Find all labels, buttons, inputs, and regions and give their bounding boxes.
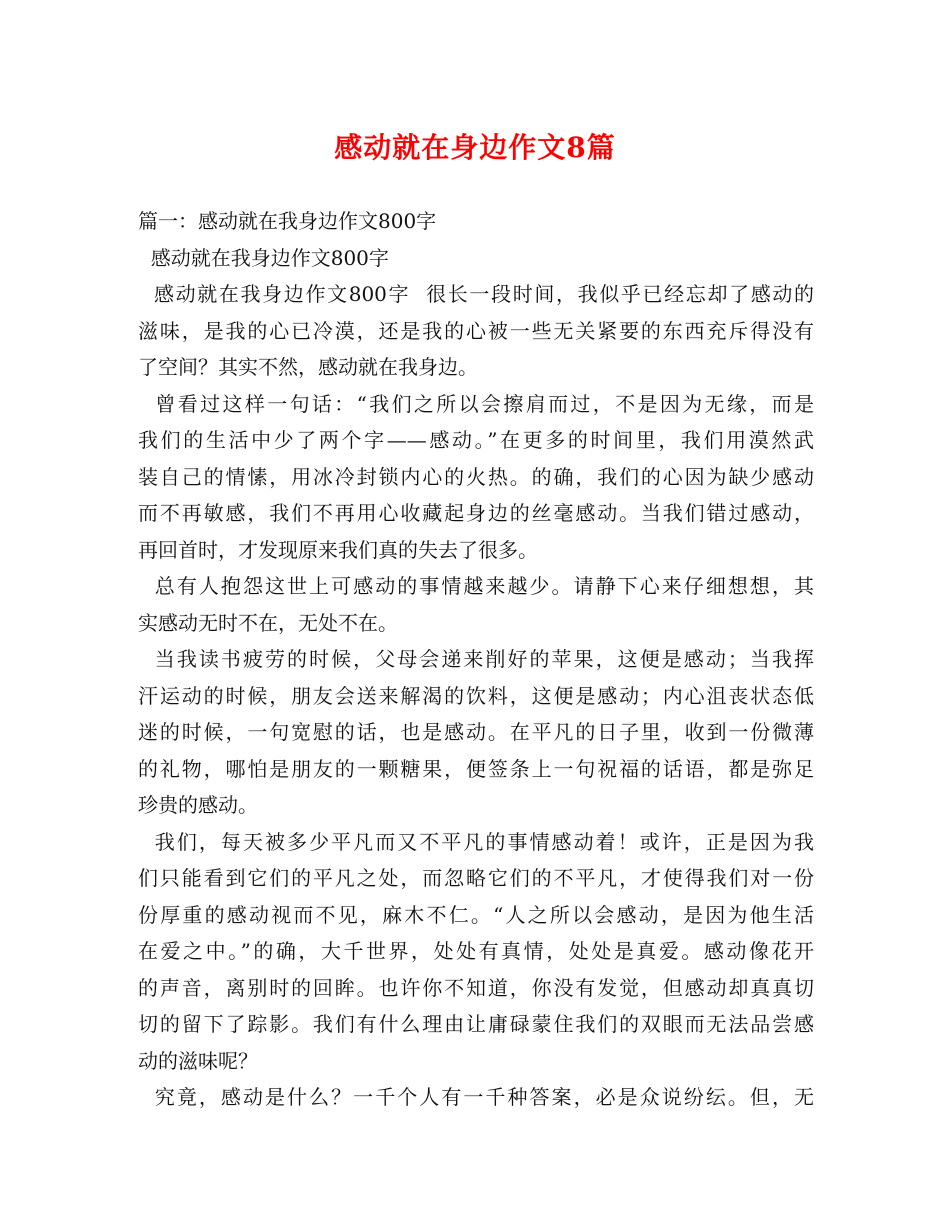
body-text-line: 切的留下了踪影。我们有什么理由让庸碌蒙住我们的双眼而无法品尝感 [138,1012,814,1036]
body-text-line: 究竟，感动是什么？一千个人有一千种答案，必是众说纷纭。但，无 [138,1085,814,1109]
body-text-line: 感动就在我身边作文800字 很长一段时间，我似乎已经忘却了感动的 [138,282,814,306]
body-text-line: 总有人抱怨这世上可感动的事情越来越少。请静下心来仔细想想，其 [138,574,814,598]
body-text-line: 们只能看到它们的平凡之处，而忽略它们的不平凡，才使得我们对一份 [138,866,814,890]
body-text-line: 当我读书疲劳的时候，父母会递来削好的苹果，这便是感动；当我挥 [138,647,814,671]
body-text-line: 滋味，是我的心已冷漠，还是我的心被一些无关紧要的东西充斥得没有 [138,318,814,343]
document-title: 感动就在身边作文8篇 [334,131,616,164]
body-text-line: 迷的时候，一句宽慰的话，也是感动。在平凡的日子里，收到一份微薄 [138,720,814,744]
body-text-line: 而不再敏感，我们不再用心收藏起身边的丝毫感动。当我们错过感动， [138,501,814,525]
body-text-line: 我们，每天被多少平凡而又不平凡的事情感动着！或许，正是因为我 [138,829,814,854]
body-text-line: 动的滋味呢？ [138,1048,258,1073]
body-text-line: 在爱之中。”的确，大千世界，处处有真情，处处是真爱。感动像花开 [138,939,814,963]
body-text-line: 份厚重的感动视而不见，麻木不仁。“人之所以会感动，是因为他生活 [138,902,814,927]
body-text-line: 实感动无时不在，无处不在。 [138,610,398,635]
body-text-line: 珍贵的感动。 [138,793,258,817]
body-text-line: 感动就在我身边作文800字 [138,245,389,270]
document-body [138,203,814,1116]
body-text-line: 篇一：感动就在我身边作文800字 [138,209,437,233]
body-text-line: 汗运动的时候，朋友会送来解渴的饮料，这便是感动；内心沮丧状态低 [138,683,814,708]
body-text-line: 曾看过这样一句话：“我们之所以会擦肩而过，不是因为无缘，而是 [138,391,814,416]
body-text-line: 的礼物，哪怕是朋友的一颗糖果，便签条上一句祝福的话语，都是弥足 [138,756,814,781]
body-text-line: 我们的生活中少了两个字——感动。”在更多的时间里，我们用漠然武 [138,428,814,452]
body-text-line: 了空间？其实不然，感动就在我身边。 [138,355,478,379]
body-text-line: 再回首时，才发现原来我们真的失去了很多。 [138,537,538,562]
body-text-line: 装自己的情愫，用冰冷封锁内心的火热。的确，我们的心因为缺少感动 [138,464,814,489]
body-text-line: 的声音，离别时的回眸。也许你不知道，你没有发觉，但感动却真真切 [138,975,814,1000]
